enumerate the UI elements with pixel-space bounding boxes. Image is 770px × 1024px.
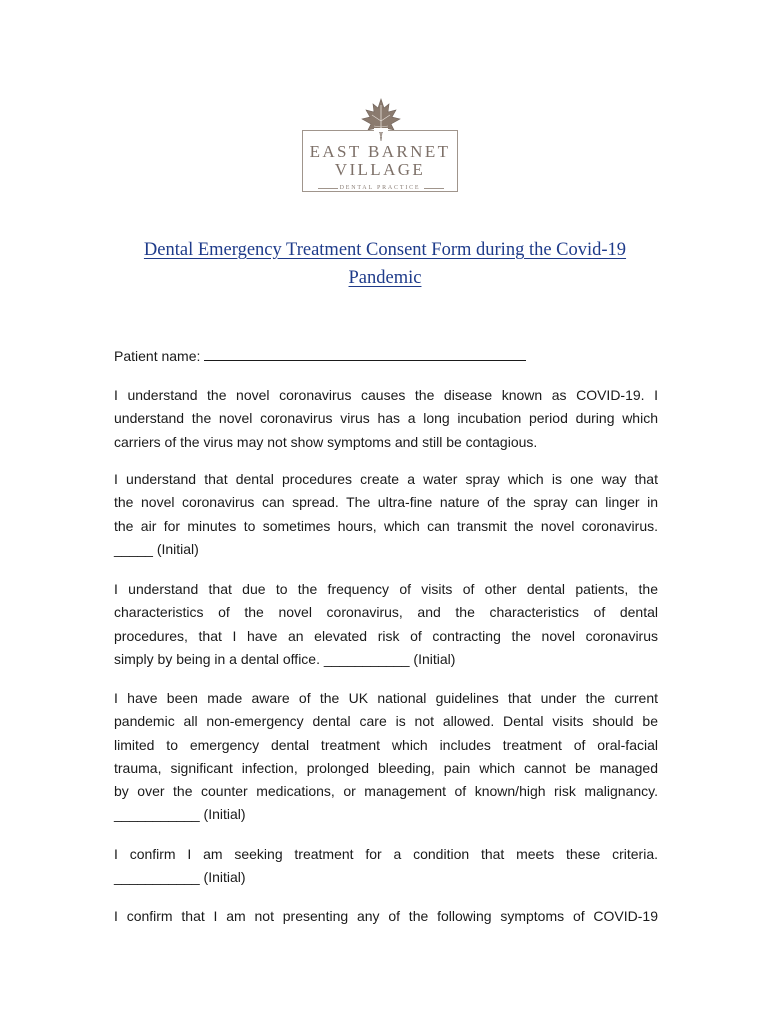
paragraph-line: carriers of the virus may not show symptoms and still be contagious.: [114, 433, 538, 450]
paragraph-criteria: [114, 843, 658, 890]
logo-line-1: EAST BARNET: [309, 142, 451, 161]
paragraph-line: pandemic all non-emergency dental care is not allowed. Dental visits should be: [114, 713, 658, 730]
initial-field-2[interactable]: simply by being in a dental office. ___________ (Initial): [114, 650, 456, 667]
initial-field-1[interactable]: _____ (Initial): [114, 540, 199, 557]
logo-frame-gap: [374, 128, 388, 132]
paragraph-uk-guidelines: [114, 687, 658, 827]
paragraph-line: limited to emergency dental treatment which includes treatment of oral-facial: [114, 736, 658, 753]
paragraph-line: the novel coronavirus can spread. The ultra-fine nature of the spray can linger in: [114, 494, 658, 511]
paragraph-line: I understand that dental procedures create a water spray which is one way that: [114, 471, 658, 487]
paragraph-line: I confirm that I am not presenting any of the following symptoms of COVID-19: [114, 908, 658, 924]
paragraph-line: I confirm I am seeking treatment for a condition that meets these criteria.: [114, 846, 658, 862]
form-title-line-2: Pandemic: [348, 268, 422, 288]
logo-rule-right: [424, 188, 444, 189]
form-title-line-1: Dental Emergency Treatment Consent Form during the Covid-19: [143, 240, 627, 260]
patient-name-row: [114, 345, 658, 368]
paragraph-line: I understand the novel coronavirus causes the disease known as COVID-19. I: [114, 387, 658, 403]
paragraph-line: procedures, that I have an elevated risk of contracting the novel coronavirus: [114, 627, 658, 644]
initial-field-4[interactable]: ___________ (Initial): [114, 869, 246, 886]
paragraph-line: I understand that due to the frequency of visits of other dental patients, the: [114, 581, 658, 597]
form-title: [100, 236, 670, 292]
paragraph-incubation: [114, 384, 658, 454]
paragraph-symptoms: [114, 905, 658, 928]
paragraph-line: characteristics of the novel coronavirus, and the characteristics of dental: [114, 604, 658, 621]
logo-line-3: DENTAL PRACTICE: [339, 185, 421, 191]
paragraph-line: trauma, significant infection, prolonged bleeding, pain which cannot be managed: [114, 759, 658, 776]
initial-field-3[interactable]: ___________ (Initial): [114, 806, 246, 823]
paragraph-line: the air for minutes to sometimes hours, which can transmit the novel coronavirus.: [114, 517, 658, 534]
paragraph-water-spray: [114, 468, 658, 561]
paragraph-elevated-risk: [114, 578, 658, 671]
patient-name-label: Patient name:: [114, 348, 201, 364]
patient-name-field[interactable]: [204, 348, 526, 361]
paragraph-line: by over the counter medications, or management of known/high risk malignancy.: [114, 783, 658, 800]
paragraph-line: understand the novel coronavirus virus has a long incubation period during which: [114, 410, 658, 427]
logo-line-2: VILLAGE: [334, 160, 426, 179]
paragraph-line: I have been made aware of the UK national guidelines that under the current: [114, 690, 658, 706]
